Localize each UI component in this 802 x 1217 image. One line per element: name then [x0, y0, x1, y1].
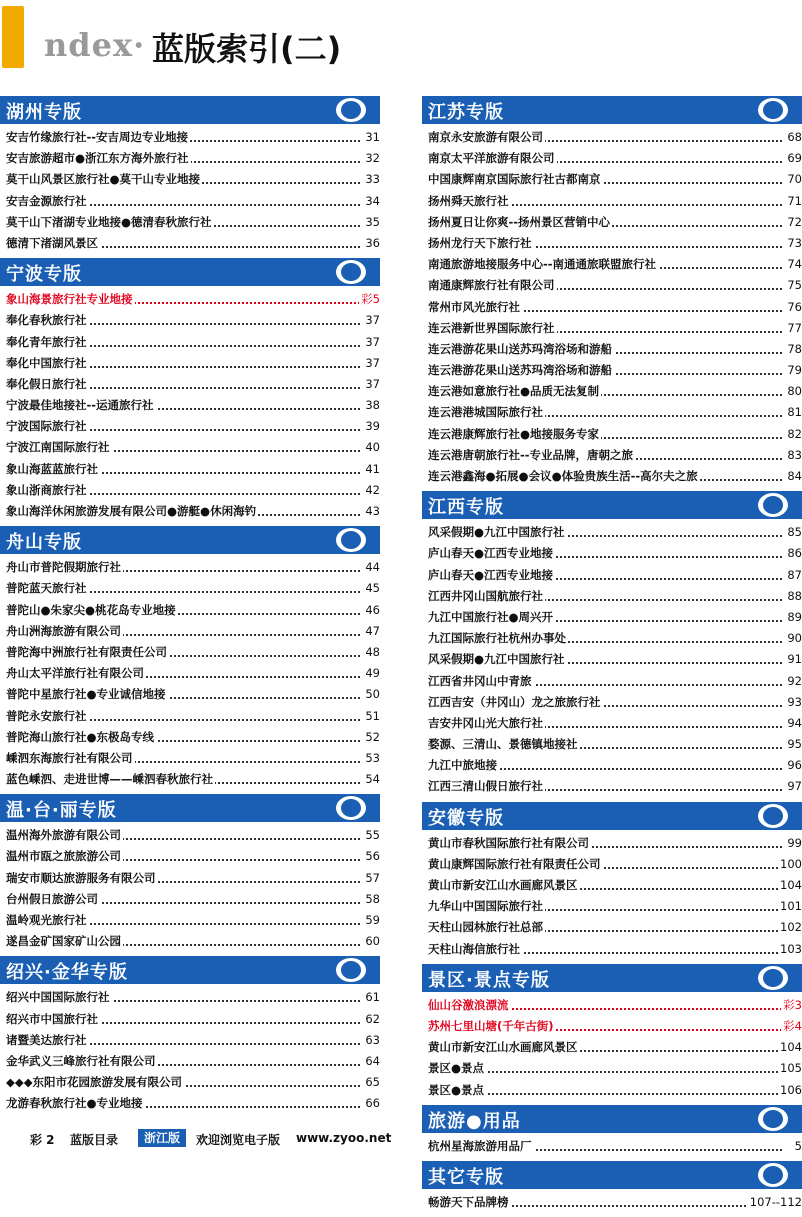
- entry-page: 92: [785, 671, 802, 692]
- entry-page: 81: [785, 402, 802, 423]
- entry-page: 52: [363, 727, 380, 748]
- section-circle-icon: [758, 966, 788, 990]
- index-entry[interactable]: [0, 233, 380, 254]
- index-entry[interactable]: [422, 339, 802, 360]
- index-entry[interactable]: [422, 565, 802, 586]
- entry-page: 83: [785, 445, 802, 466]
- index-entry[interactable]: [0, 212, 380, 233]
- entry-name: 普陀中星旅行社●专业诚信地接: [6, 687, 166, 702]
- entry-page: 79: [785, 360, 802, 381]
- entry-name: 仙山谷激浪漂流: [428, 997, 509, 1012]
- section-circle-icon: [336, 958, 366, 982]
- footer-url-link[interactable]: www.zyoo.net: [296, 1131, 392, 1145]
- index-entry[interactable]: [422, 586, 802, 607]
- entry-name: 普陀海山旅行社●东极岛专线: [6, 729, 155, 744]
- entry-name: 连云港如意旅行社●品质无法复制: [428, 384, 600, 399]
- index-entry[interactable]: [0, 931, 380, 952]
- entry-page: 50: [363, 684, 380, 705]
- entry-name: 连云港游花果山送苏玛湾浴场和游船: [428, 341, 612, 356]
- right-column: [422, 96, 802, 1217]
- entry-name: 庐山春天●江西专业地接: [428, 567, 554, 582]
- index-entry[interactable]: [422, 254, 802, 275]
- entry-name: 连云港新世界国际旅行社: [428, 320, 555, 335]
- entry-page: 70: [785, 169, 802, 190]
- entry-page: 100: [778, 854, 802, 875]
- entry-page: 82: [785, 424, 802, 445]
- entry-page: 35: [363, 212, 380, 233]
- index-entry[interactable]: [422, 917, 802, 938]
- entry-page: 彩4: [781, 1016, 802, 1037]
- entry-page: 42: [363, 480, 380, 501]
- entry-page: 45: [363, 578, 380, 599]
- entry-page: 103: [778, 939, 802, 960]
- entry-name: 绍兴中国国际旅行社: [6, 990, 110, 1005]
- entry-page: 61: [363, 987, 380, 1008]
- entry-name: 连云港唐朝旅行社--专业品牌，唐朝之旅: [428, 447, 634, 462]
- index-entry[interactable]: [422, 1080, 802, 1101]
- entry-page: 55: [363, 825, 380, 846]
- index-word: ndex·: [44, 26, 146, 64]
- section-title: 温·台·丽专版: [6, 800, 117, 822]
- index-entry[interactable]: [0, 621, 380, 642]
- entry-page: 84: [785, 466, 802, 487]
- index-entry[interactable]: [0, 889, 380, 910]
- entry-page: 97: [785, 776, 802, 797]
- entry-name: 黄山市新安江山水画廊风景区: [428, 878, 578, 892]
- entry-page: 51: [363, 706, 380, 727]
- entry-page: 80: [785, 381, 802, 402]
- index-entry[interactable]: [422, 212, 802, 233]
- index-entry[interactable]: [422, 543, 802, 564]
- entry-page: 58: [363, 889, 380, 910]
- index-entry[interactable]: [422, 424, 802, 445]
- entry-page: 91: [785, 649, 802, 670]
- index-entry[interactable]: [0, 578, 380, 599]
- index-entry[interactable]: [422, 169, 802, 190]
- entry-name: 九江国际旅行社杭州办事处: [428, 631, 566, 646]
- entry-page: 47: [363, 621, 380, 642]
- index-entry[interactable]: [0, 663, 380, 684]
- entry-page: 56: [363, 846, 380, 867]
- entry-name: 象山浙商旅行社: [6, 482, 87, 497]
- entry-page: 59: [363, 910, 380, 931]
- index-entry[interactable]: [422, 628, 802, 649]
- section-circle-icon: [336, 528, 366, 552]
- entry-name: 南京永安旅游有限公司: [428, 130, 543, 144]
- entry-page: 彩5: [359, 289, 380, 310]
- entry-page: 74: [785, 254, 802, 275]
- index-entry[interactable]: [0, 395, 380, 416]
- entry-page: 49: [363, 663, 380, 684]
- index-entry[interactable]: [0, 910, 380, 931]
- entry-page: 99: [785, 833, 802, 854]
- index-entry[interactable]: [422, 875, 802, 896]
- entry-name: 吉安井冈山光大旅行社: [428, 715, 543, 730]
- footer-label: 蓝版目录: [70, 1133, 119, 1147]
- index-entry[interactable]: [0, 684, 380, 705]
- entry-name: 普陀永安旅行社: [6, 708, 87, 723]
- index-entry[interactable]: [422, 776, 802, 797]
- entry-name: 江西三清山假日旅行社: [428, 779, 543, 794]
- entry-name: 景区●景点: [428, 1082, 485, 1097]
- index-entry[interactable]: [0, 501, 380, 522]
- entry-page: 63: [363, 1030, 380, 1051]
- index-entry[interactable]: [422, 833, 802, 854]
- entry-page: 37: [363, 310, 380, 331]
- entry-name: 奉化假日旅行社: [6, 376, 87, 391]
- index-entry[interactable]: [422, 445, 802, 466]
- section-header: [422, 802, 802, 830]
- entry-page: 33: [363, 169, 380, 190]
- entry-name: 安吉竹缘旅行社--安吉周边专业地接: [6, 130, 189, 144]
- index-entry[interactable]: [0, 437, 380, 458]
- section-circle-icon: [758, 804, 788, 828]
- index-entry[interactable]: [422, 649, 802, 670]
- entry-name: 九华山中国国际旅行社: [428, 899, 543, 914]
- index-entry[interactable]: [422, 939, 802, 960]
- entry-name: 金华武义三峰旅行社有限公司: [6, 1053, 156, 1068]
- entry-name: 诸暨美达旅行社: [6, 1032, 87, 1047]
- index-entry[interactable]: [0, 1030, 380, 1051]
- entry-name: 温州海外旅游有限公司: [6, 828, 121, 843]
- index-entry[interactable]: [0, 310, 380, 331]
- entry-page: 62: [363, 1009, 380, 1030]
- footer-edition-badge: 浙江版: [138, 1129, 186, 1147]
- entry-page: 71: [785, 191, 802, 212]
- entry-page: 73: [785, 233, 802, 254]
- entry-name: 扬州龙行天下旅行社: [428, 235, 532, 250]
- index-entry[interactable]: [422, 1058, 802, 1079]
- entry-page: 93: [785, 692, 802, 713]
- entry-name: 象山海景旅行社专业地接: [6, 292, 133, 307]
- entry-name: 苏州七里山塘(千年古街): [428, 1018, 554, 1033]
- section-title: 旅游●用品: [428, 1110, 521, 1132]
- entry-name: 江西省井冈山中青旅: [428, 673, 532, 688]
- section-header: [422, 1161, 802, 1189]
- entry-name: 台州假日旅游公司: [6, 891, 98, 906]
- index-entry[interactable]: [0, 127, 380, 148]
- entry-page: 41: [363, 459, 380, 480]
- footer-page-number: 彩 2: [30, 1133, 55, 1147]
- index-entry[interactable]: [0, 769, 380, 790]
- entry-name: 连云港康辉旅行社●地接服务专家: [428, 426, 600, 441]
- entry-page: 43: [363, 501, 380, 522]
- entry-name: 江西吉安（井冈山）龙之旅旅行社: [428, 694, 601, 709]
- entry-name: 宁波江南国际旅行社: [6, 440, 110, 455]
- entry-name: 杭州星海旅游用品厂: [428, 1138, 532, 1153]
- entry-name: 舟山洲海旅游有限公司: [6, 623, 121, 638]
- entry-page: 76: [785, 297, 802, 318]
- index-entry[interactable]: [422, 360, 802, 381]
- section-header: [0, 794, 380, 822]
- entry-name: 连云港游花果山送苏玛湾浴场和游船: [428, 363, 612, 378]
- entry-page: 37: [363, 374, 380, 395]
- index-entry[interactable]: [0, 1051, 380, 1072]
- entry-page: 66: [363, 1093, 380, 1114]
- entry-name: 九江中旅地接: [428, 758, 497, 773]
- index-entry[interactable]: [0, 600, 380, 621]
- entry-page: 53: [363, 748, 380, 769]
- index-entry[interactable]: [422, 755, 802, 776]
- entry-name: ◆◆◆东阳市花园旅游发展有限公司: [6, 1075, 183, 1090]
- entry-page: 37: [363, 353, 380, 374]
- index-letter-i-logo: [2, 6, 24, 68]
- entry-name: 连云港港城国际旅行社: [428, 405, 543, 420]
- entry-page: 54: [363, 769, 380, 790]
- entry-name: 奉化春秋旅行社: [6, 313, 87, 328]
- entry-name: 莫干山下渚湖专业地接●德清春秋旅行社: [6, 214, 212, 229]
- page-title: 蓝版索引(二): [152, 30, 342, 68]
- entry-name: 象山海洋休闲旅游发展有限公司●游艇●休闲海钓: [6, 504, 257, 518]
- entry-page: 101: [778, 896, 802, 917]
- entry-name: 景区●景点: [428, 1061, 485, 1076]
- index-entry[interactable]: [422, 995, 802, 1016]
- index-entry[interactable]: [0, 148, 380, 169]
- section-header: [0, 96, 380, 124]
- section-title: 江西专版: [428, 497, 504, 519]
- section-title: 其它专版: [428, 1166, 504, 1188]
- index-entry[interactable]: [0, 289, 380, 310]
- index-entry[interactable]: [0, 191, 380, 212]
- entry-page: 46: [363, 600, 380, 621]
- entry-page: 105: [778, 1058, 802, 1079]
- entry-name: 安吉金源旅行社: [6, 193, 87, 208]
- entry-name: 婺源、三清山、景德镇地接社: [428, 737, 578, 752]
- section-circle-icon: [758, 493, 788, 517]
- entry-name: 安吉旅游超市●浙江东方海外旅行社: [6, 151, 189, 166]
- index-entry[interactable]: [0, 1072, 380, 1093]
- section-title: 安徽专版: [428, 807, 504, 829]
- entry-name: 瑞安市顺达旅游服务有限公司: [6, 870, 156, 885]
- entry-name: 舟山市普陀假期旅行社: [6, 560, 121, 575]
- index-entry[interactable]: [422, 466, 802, 487]
- entry-page: 88: [785, 586, 802, 607]
- index-entry[interactable]: [0, 332, 380, 353]
- entry-name: 江西井冈山国航旅行社: [428, 588, 543, 603]
- index-entry[interactable]: [422, 127, 802, 148]
- entry-name: 蓝色嵊泗、走进世博——嵊泗春秋旅行社: [6, 772, 213, 787]
- entry-name: 象山海蓝蓝旅行社: [6, 461, 98, 476]
- entry-page: 89: [785, 607, 802, 628]
- entry-name: 庐山春天●江西专业地接: [428, 546, 554, 561]
- entry-name: 九江中国旅行社●周兴开: [428, 609, 554, 624]
- index-entry[interactable]: [0, 706, 380, 727]
- entry-name: 黄山市春秋国际旅行社有限公司: [428, 835, 589, 850]
- entry-name: 畅游天下品牌榜: [428, 1194, 509, 1209]
- footer-text: 欢迎浏览电子版: [196, 1133, 281, 1147]
- entry-page: 34: [363, 191, 380, 212]
- entry-page: 86: [785, 543, 802, 564]
- section-header: [0, 258, 380, 286]
- entry-name: 天柱山园林旅行社总部: [428, 920, 543, 935]
- index-entry[interactable]: [422, 148, 802, 169]
- entry-name: 连云港鑫海●拓展●会议●体验贵族生活--高尔夫之旅: [428, 469, 698, 483]
- page-footer: [0, 1128, 800, 1148]
- section-circle-icon: [336, 260, 366, 284]
- entry-name: 奉化青年旅行社: [6, 334, 87, 349]
- index-entry[interactable]: [0, 416, 380, 437]
- section-title: 湖州专版: [6, 102, 82, 123]
- entry-page: 96: [785, 755, 802, 776]
- entry-name: 龙游春秋旅行社●专业地接: [6, 1096, 143, 1111]
- entry-page: 60: [363, 931, 380, 952]
- entry-page: 94: [785, 713, 802, 734]
- entry-name: 扬州夏日让你爽--扬州景区营销中心: [428, 214, 611, 229]
- page-header: [0, 0, 800, 80]
- section-circle-icon: [758, 1163, 788, 1187]
- index-entry[interactable]: [422, 896, 802, 917]
- entry-name: 普陀蓝天旅行社: [6, 581, 87, 596]
- entry-page: 38: [363, 395, 380, 416]
- entry-name: 南京太平洋旅游有限公司: [428, 151, 555, 166]
- entry-name: 德清下渚湖风景区: [6, 235, 98, 250]
- entry-name: 绍兴市中国旅行社: [6, 1011, 98, 1026]
- index-entry[interactable]: [0, 169, 380, 190]
- entry-name: 天柱山海信旅行社: [428, 941, 520, 956]
- section-circle-icon: [336, 796, 366, 820]
- entry-page: 104: [778, 875, 802, 896]
- index-entry[interactable]: [422, 692, 802, 713]
- index-entry[interactable]: [422, 233, 802, 254]
- entry-page: 48: [363, 642, 380, 663]
- left-column: [0, 96, 380, 1119]
- section-circle-icon: [758, 98, 788, 122]
- entry-page: 102: [778, 917, 802, 938]
- entry-page: 90: [785, 628, 802, 649]
- entry-page: 5: [793, 1136, 802, 1157]
- index-entry[interactable]: [0, 459, 380, 480]
- index-entry[interactable]: [422, 713, 802, 734]
- entry-name: 莫干山风景区旅行社●莫干山专业地接: [6, 172, 201, 187]
- entry-page: 64: [363, 1051, 380, 1072]
- entry-page: 106: [778, 1080, 802, 1101]
- index-entry[interactable]: [0, 748, 380, 769]
- entry-page: 65: [363, 1072, 380, 1093]
- entry-page: 107--112: [748, 1192, 802, 1213]
- entry-page: 68: [785, 127, 802, 148]
- index-entry[interactable]: [0, 642, 380, 663]
- entry-name: 黄山市新安江山水画廊风景区: [428, 1040, 578, 1055]
- entry-name: 温岭观光旅行社: [6, 913, 87, 927]
- index-entry[interactable]: [422, 191, 802, 212]
- entry-name: 嵊泗东海旅行社有限公司: [6, 750, 133, 765]
- index-entry[interactable]: [422, 522, 802, 543]
- entry-page: 104: [778, 1037, 802, 1058]
- index-entry[interactable]: [0, 353, 380, 374]
- index-entry[interactable]: [422, 734, 802, 755]
- index-entry[interactable]: [422, 381, 802, 402]
- entry-name: 温州市瓯之旅旅游公司: [6, 849, 121, 864]
- index-entry[interactable]: [422, 1016, 802, 1037]
- entry-page: 36: [363, 233, 380, 254]
- entry-name: 风采假期●九江中国旅行社: [428, 525, 565, 540]
- index-entry[interactable]: [422, 318, 802, 339]
- index-entry[interactable]: [0, 480, 380, 501]
- index-entry[interactable]: [0, 557, 380, 578]
- entry-page: 69: [785, 148, 802, 169]
- entry-name: 奉化中国旅行社: [6, 355, 87, 370]
- entry-page: 39: [363, 416, 380, 437]
- entry-name: 中国康辉南京国际旅行社古都南京: [428, 172, 601, 187]
- entry-page: 37: [363, 332, 380, 353]
- index-entry[interactable]: [422, 297, 802, 318]
- section-header: [0, 956, 380, 984]
- section-title: 江苏专版: [428, 102, 504, 123]
- index-entry[interactable]: [0, 727, 380, 748]
- entry-name: 宁波国际旅行社: [6, 419, 87, 434]
- entry-name: 南通旅游地接服务中心--南通通旅联盟旅行社: [428, 257, 657, 272]
- section-title: 宁波专版: [6, 264, 82, 286]
- entry-name: 舟山太平洋旅行社有限公司: [6, 666, 144, 681]
- entry-page: 75: [785, 275, 802, 296]
- section-title: 景区·景点专版: [428, 969, 550, 991]
- section-circle-icon: [336, 98, 366, 122]
- entry-page: 44: [363, 557, 380, 578]
- entry-page: 彩3: [781, 995, 802, 1016]
- entry-name: 扬州舜天旅行社: [428, 193, 509, 208]
- index-entry[interactable]: [0, 987, 380, 1008]
- entry-name: 常州市风光旅行社: [428, 299, 520, 314]
- section-title: 舟山专版: [6, 532, 82, 554]
- entry-page: 72: [785, 212, 802, 233]
- entry-name: 风采假期●九江中国旅行社: [428, 652, 565, 667]
- index-entry[interactable]: [422, 1192, 802, 1213]
- section-header: [0, 526, 380, 554]
- index-entry[interactable]: [0, 846, 380, 867]
- entry-page: 57: [363, 868, 380, 889]
- index-entry[interactable]: [422, 854, 802, 875]
- index-entry[interactable]: [0, 868, 380, 889]
- entry-name: 普陀山●朱家尖●桃花岛专业地接: [6, 602, 176, 617]
- index-entry[interactable]: [0, 1093, 380, 1114]
- entry-page: 40: [363, 437, 380, 458]
- entry-name: 普陀海中洲旅行社有限责任公司: [6, 644, 167, 659]
- entry-page: 85: [785, 522, 802, 543]
- entry-page: 95: [785, 734, 802, 755]
- section-header: [422, 491, 802, 519]
- entry-name: 南通康辉旅行社有限公司: [428, 278, 555, 293]
- entry-name: 遂昌金矿国家矿山公园: [6, 934, 121, 949]
- section-header: [422, 96, 802, 124]
- index-entry[interactable]: [0, 825, 380, 846]
- entry-page: 32: [363, 148, 380, 169]
- index-entry[interactable]: [0, 374, 380, 395]
- index-entry[interactable]: [422, 275, 802, 296]
- entry-name: 宁波最佳地接社--运通旅行社: [6, 398, 154, 413]
- index-entry[interactable]: [422, 402, 802, 423]
- entry-name: 黄山康辉国际旅行社有限责任公司: [428, 856, 601, 871]
- entry-page: 31: [363, 127, 380, 148]
- index-entry[interactable]: [422, 1037, 802, 1058]
- section-title: 绍兴·金华专版: [6, 962, 128, 984]
- entry-page: 78: [785, 339, 802, 360]
- index-entry[interactable]: [0, 1009, 380, 1030]
- index-entry[interactable]: [422, 671, 802, 692]
- entry-page: 77: [785, 318, 802, 339]
- entry-page: 87: [785, 565, 802, 586]
- index-entry[interactable]: [422, 607, 802, 628]
- section-header: [422, 964, 802, 992]
